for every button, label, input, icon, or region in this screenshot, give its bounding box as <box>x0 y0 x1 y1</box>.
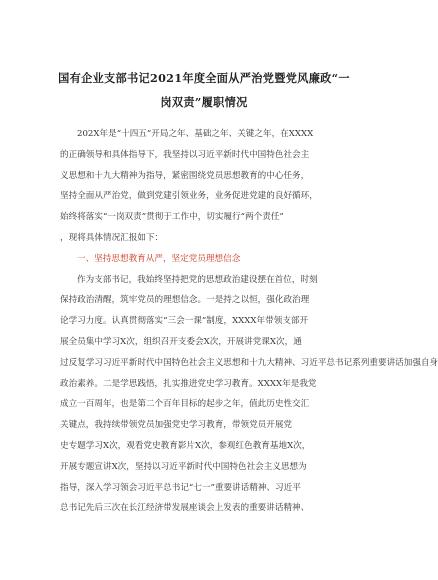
paragraph-line: 的正确领导和具体指导下，我坚持以习近平新时代中国特色社会主 <box>60 149 310 160</box>
paragraph-line: 成立一百周年，也是第二个百年目标的起步之年，值此历史性交汇 <box>60 399 310 410</box>
paragraph-line: ，现将具体情况汇报如下： <box>60 232 164 243</box>
paragraph-intro <box>60 124 350 249</box>
paragraph-line: 史专题学习X次，观看党史教育影片X次，参观红色教育基地X次， <box>60 440 311 451</box>
paragraph-line: 保持政治清醒，筑牢党员的理想信念。一是持之以恒，强化政治理 <box>60 295 310 306</box>
paragraph-line: 论学习力度。认真贯彻落实“三会一课”制度，XXXX年带领支部开 <box>60 316 309 327</box>
paragraph-line: 作为支部书记，我始终坚持把党的思想政治建设摆在首位，时刻 <box>77 274 318 285</box>
paragraph-line: 过反复学习习近平新时代中国特色社会主义思想和十九大精神、习近平总书记系列重要讲话加强自身 <box>60 357 438 368</box>
document-title <box>58 66 350 114</box>
paragraph-line: 开展专题宣讲X次，坚持以习近平新时代中国特色社会主义思想为 <box>60 461 307 472</box>
paragraph-line: 202X年是“十四五”开局之年、基础之年、关键之年，在XXXX <box>77 129 314 139</box>
paragraph-line: 指导，深入学习领会习近平总书记“七一”重要讲话精神、习近平 <box>60 482 301 493</box>
paragraph-line: 坚持全面从严治党，做到党建引领业务，业务促进党建的良好循环， <box>60 191 318 202</box>
paragraph-line: 展全员集中学习X次，组织召开支委会X次，开展讲党课X次，通 <box>60 336 302 347</box>
paragraph-line: 总书记先后三次在长江经济带发展座谈会上发表的重要讲话精神、 <box>60 503 310 514</box>
title-line-1: 国有企业支部书记2021年度全面从严治党暨党风廉政“一 <box>58 71 350 85</box>
paragraph-line: 政治素养。二是学思践悟，扎实推进党史学习教育。XXXX年是我党 <box>60 378 317 389</box>
document-body <box>60 124 438 519</box>
paragraph-line: 关键点，我持续带领党员加强党史学习教育，带领党员开展党 <box>60 420 293 431</box>
title-line-2: 岗双责”履职情况 <box>160 95 248 109</box>
section-heading: 一、坚持思想教育从严，坚定党员理想信念 <box>77 253 241 264</box>
paragraph-line: 义思想和十九大精神为指导，紧密围绕党员思想教育的中心任务， <box>60 170 310 181</box>
paragraph-line: 始终将落实“一岗双责”贯彻于工作中，切实履行“两个责任” <box>60 212 284 223</box>
paragraph-section-1 <box>60 270 438 520</box>
